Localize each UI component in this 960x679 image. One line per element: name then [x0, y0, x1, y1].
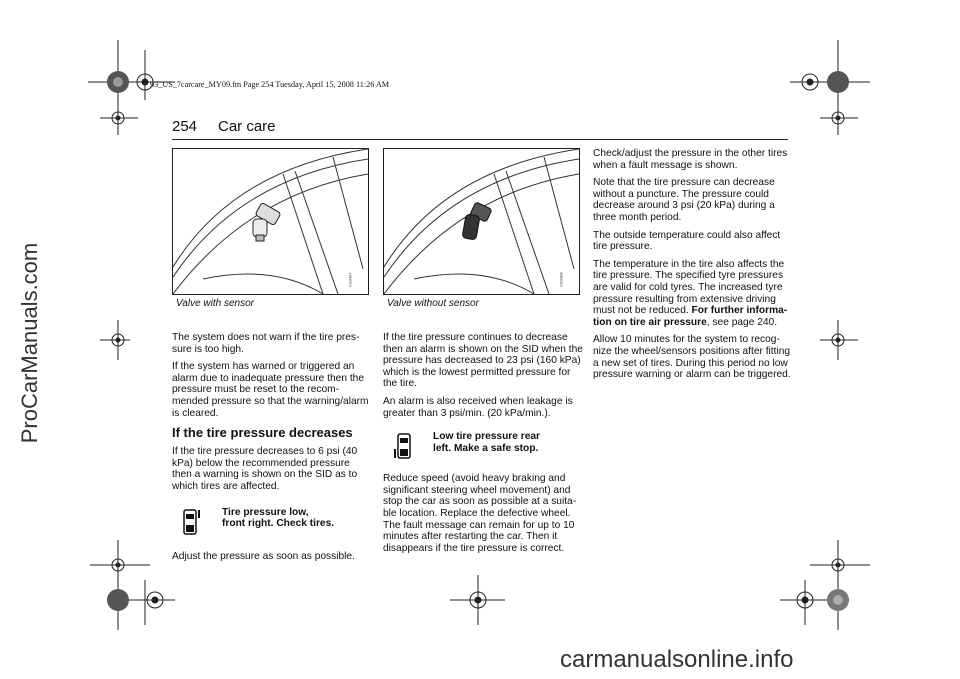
paragraph: Reduce speed (avoid heavy braking and significant steering wheel movement) and stop the car as soon as possible at a suita-ble location. Replace the defective wheel. The fault message can remain for up to 10 minutes after restarting the car. Then it disappears if the tire pressure is correct. [383, 473, 577, 554]
figure-valve-without-sensor [383, 148, 580, 295]
section-heading: If the tire pressure decreases [172, 425, 353, 441]
alarm-line: Low tire pressure rear [433, 431, 541, 443]
watermark-procarmanuals: ProCarManuals.com [17, 242, 42, 444]
alarm-line: left. Make a safe stop. [433, 442, 539, 454]
paragraph: If the system has warned or triggered an alarm due to inadequate pressure then the pressure must be reset to the recom-mended pressure so that the warning/alarm is cleared. [172, 361, 369, 419]
page-reference: , see page 240. [706, 316, 778, 328]
valve-with-sensor-illustration [173, 149, 368, 294]
watermark-carmanualsonline: carmanualsonline.info [560, 646, 794, 673]
column-3 [593, 148, 793, 387]
paragraph [593, 259, 793, 329]
cross-reference-bold: For further informa-tion on tire air pressure [593, 305, 788, 328]
paragraph-text: The temperature in the tire also affects the tire pressure. The specified tyre pressures are valid for cold tyres. The increased tyre pressure resulting from extensive driving must not be reduced. [593, 258, 785, 317]
paragraph: Note that the tire pressure can decrease without a puncture. The pressure could decrease around 3 psi (20 kPa) during a three month period. [593, 177, 775, 223]
valve-without-sensor-illustration [384, 149, 579, 294]
tire-warning-icon [182, 507, 204, 537]
figure-id: I003487 [347, 272, 353, 287]
column-1 [172, 332, 372, 568]
header-rule [172, 139, 788, 140]
paragraph: The outside temperature could also affect tire pressure. [593, 229, 781, 253]
column-2 [383, 332, 583, 560]
paragraph: An alarm is also received when leakage is greater than 3 psi/min. (20 kPa/min.). [383, 395, 573, 419]
warning-line: Tire pressure low, [222, 506, 309, 518]
figure-id: I003488 [558, 272, 564, 287]
file-info: 93_US_7carcare_MY09.fm Page 254 Tuesday, April 15, 2008 11:26 AM [150, 80, 390, 89]
section-title: Car care [218, 118, 276, 135]
warning-line: front right. Check tires. [222, 518, 335, 530]
paragraph: If the tire pressure decreases to 6 psi (40 kPa) below the recommended pressure then a warning is shown on the SID as to which tires are affected. [172, 446, 358, 492]
sid-alarm-message [383, 431, 583, 465]
paragraph: Check/adjust the pressure in the other tires when a fault message is shown. [593, 148, 788, 171]
tire-alarm-icon [393, 431, 415, 461]
figure-caption: Valve without sensor [387, 298, 479, 309]
figure-valve-with-sensor [172, 148, 369, 295]
paragraph: Adjust the pressure as soon as possible. [172, 550, 355, 562]
paragraph: The system does not warn if the tire pres-sure is too high. [172, 332, 360, 355]
page-number: 254 [172, 118, 198, 135]
figure-caption: Valve with sensor [176, 298, 254, 309]
paragraph: If the tire pressure continues to decrease then an alarm is shown on the SID when the pressure has decreased to 23 psi (160 kPa) which is the lowest permitted pressure for the tire. [383, 332, 583, 390]
sid-warning-message [172, 507, 372, 543]
paragraph: Allow 10 minutes for the system to recog-nize the wheel/sensors positions after fitting a new set of tires. During this period no low pressure warning or alarm can be triggered. [593, 334, 791, 381]
